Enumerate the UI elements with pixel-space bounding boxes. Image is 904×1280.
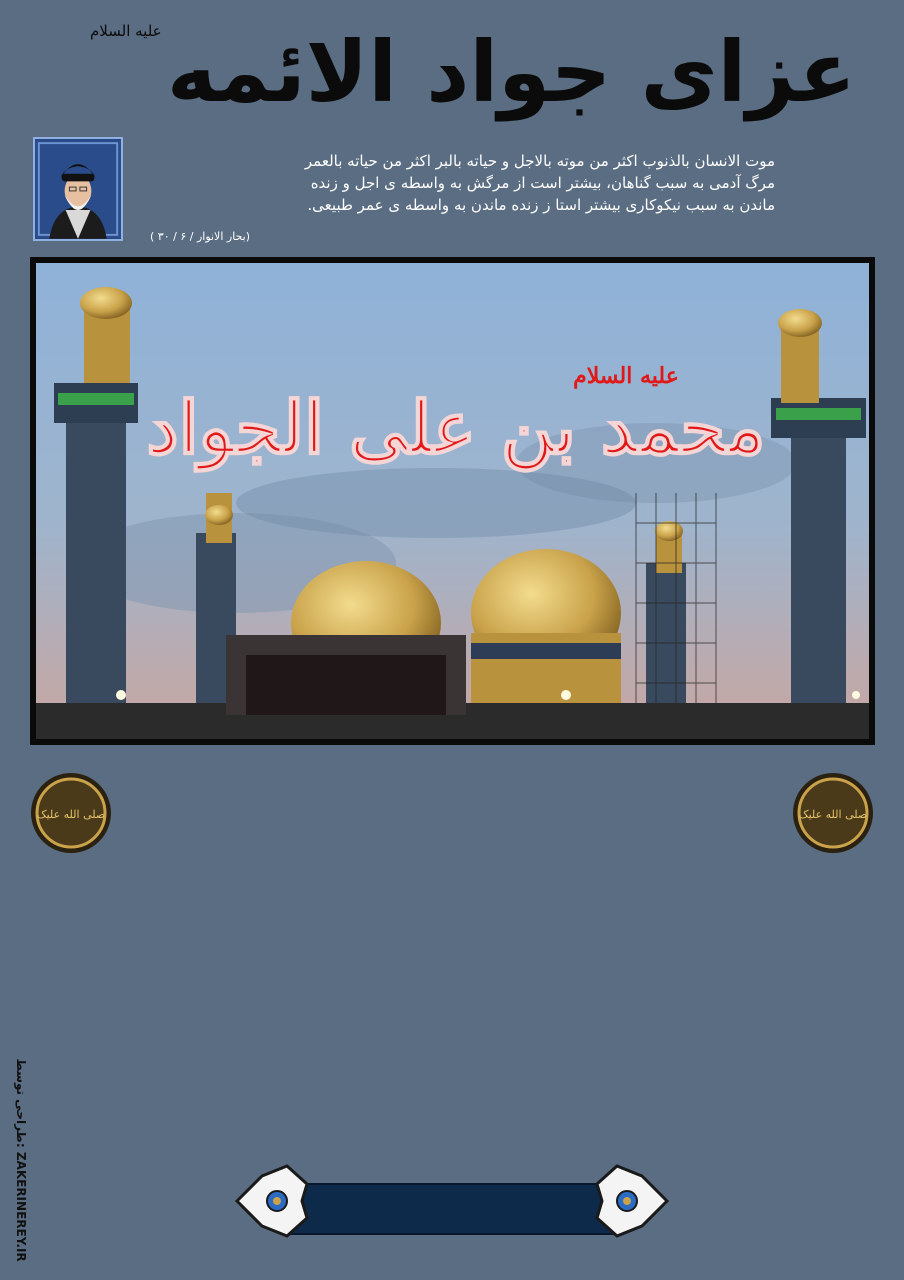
quote-line-3: ماندن به سبب نیکوکاری بیشتر استا ز زنده ماندن به واسطه ی عمر طبیعی.	[307, 196, 775, 214]
quote-line-2: مرگ آدمی به سبب گناهان، بیشتر است از مرگش به واسطه ی اجل و زنده	[310, 174, 775, 192]
medallion-right	[792, 772, 874, 854]
designer-credit	[6, 1060, 36, 1260]
shrine-photo	[30, 257, 875, 745]
medallion-right-text: صلی الله علیک	[798, 808, 868, 821]
ornament-left-icon	[237, 1166, 307, 1236]
quote-block	[140, 150, 775, 216]
bottom-banner	[232, 1162, 672, 1240]
credit-text: طراحی توسط: ZAKERINEREY.IR	[14, 1058, 28, 1262]
quote-source: (بحار الانوار / ۶ / ۳۰ )	[150, 230, 251, 243]
hero-calligraphy-honorific: علیه السلام	[573, 363, 679, 389]
ornament-right-icon	[597, 1166, 667, 1236]
page-title: عزای جواد الائمه	[166, 23, 856, 121]
header	[30, 8, 880, 128]
medallion-left-text: صلی الله علیک	[36, 808, 106, 821]
portrait-image	[33, 137, 123, 241]
medallion-left	[30, 772, 112, 854]
title-honorific: علیه السلام	[90, 22, 162, 40]
quote-line-1: موت الانسان بالذنوب اکثر من موته بالاجل و حیاته بالبر اکثر من حیاته بالعمر	[304, 152, 775, 170]
hero-calligraphy: محمد بن علی الجواد	[146, 385, 766, 470]
